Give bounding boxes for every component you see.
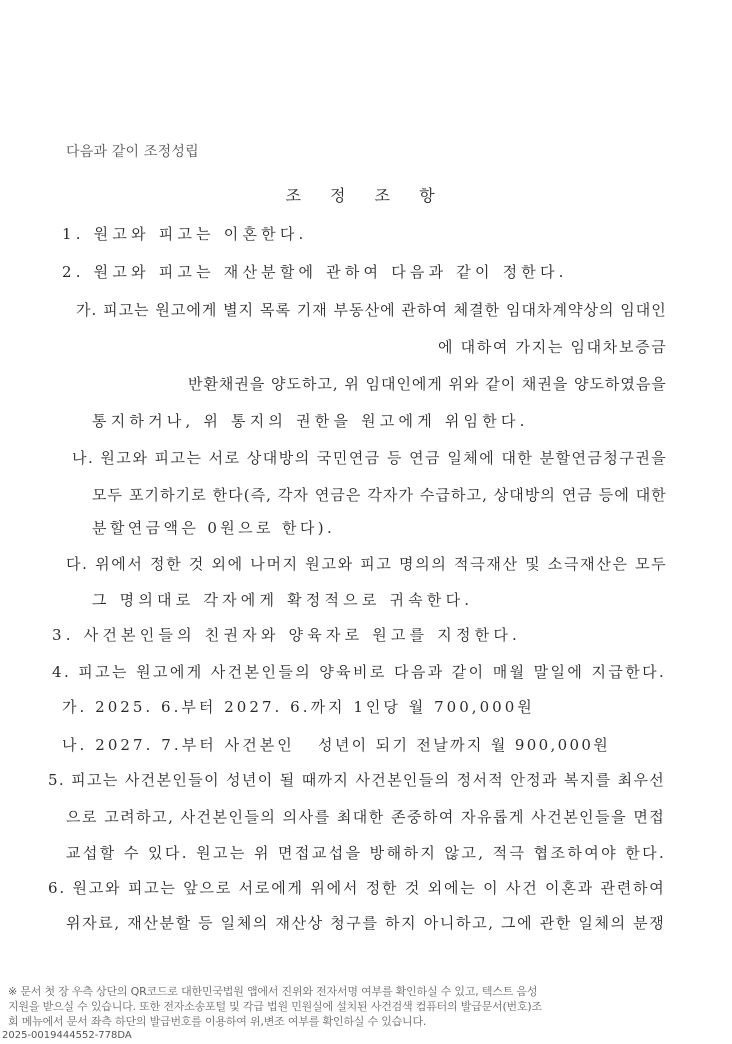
document-title: 조 정 조 항 — [285, 186, 447, 205]
clause-4-ga: 가. 2025. 6.부터 2027. 6.까지 1인당 월 700,000원 — [62, 698, 535, 716]
clause-2: 2. 원고와 피고는 재산분할에 관하여 다음과 같이 정한다. — [62, 263, 568, 281]
clause-2-da-line2: 그 명의대로 각자에게 확정적으로 귀속한다. — [92, 591, 474, 609]
clause-2-ga-line1: 가. 피고는 원고에게 별지 목록 기재 부동산에 관하여 체결한 임대차계약상의 임대인 — [76, 301, 667, 319]
clause-2-ga-line4: 통지하거나, 위 통지의 권한을 원고에게 위임한다. — [92, 412, 529, 430]
clause-2-ga-line2: 에 대하여 가지는 임대차보증금 — [438, 338, 668, 356]
footer-notice-line3: 회 메뉴에서 문서 좌측 하단의 발급번호를 이용하여 위,변조 여부를 확인하실 수 있습니다. — [8, 1015, 427, 1028]
clause-2-na-line2: 모두 포기하기로 한다(즉, 각자 연금은 각자가 수급하고, 상대방의 연금 등에 대한 — [92, 486, 667, 504]
clause-4-na-part1: 나. 2027. 7.부터 사건본인 — [62, 736, 295, 754]
clause-4: 4. 피고는 원고에게 사건본인들의 양육비로 다음과 같이 매월 말일에 지급한다. — [52, 663, 667, 681]
clause-4-na-part2: 성년이 되기 전날까지 월 900,000원 — [318, 736, 611, 754]
footer-notice-line1: ※ 문서 첫 장 우측 상단의 QR코드로 대한민국법원 앱에서 진위와 전자서명 여부를 확인하실 수 있고, 텍스트 음성 — [8, 985, 538, 998]
footer-notice-line2: 지원을 받으실 수 있습니다. 또한 전자소송포털 및 각급 법원 민원실에 설치된 사건검색 컴퓨터의 발급문서(번호)조 — [8, 1000, 542, 1013]
clause-2-ga-line3: 반환채권을 양도하고, 위 임대인에게 위와 같이 채권을 양도하였음을 — [188, 375, 667, 393]
intro-text: 다음과 같이 조정성립 — [66, 144, 199, 160]
clause-3: 3. 사건본인들의 친권자와 양육자로 원고를 지정한다. — [52, 626, 522, 644]
clause-6-line1: 6. 원고와 피고는 앞으로 서로에게 위에서 정한 것 외에는 이 사건 이혼과 관련하여 — [48, 879, 666, 897]
clause-2-na-line3: 분할연금액은 0원으로 한다). — [92, 519, 336, 537]
clause-5-line2: 으로 고려하고, 사건본인들의 의사를 최대한 존중하여 자유롭게 사건본인들을 면접 — [66, 808, 666, 826]
clause-1: 1. 원고와 피고는 이혼한다. — [62, 225, 308, 243]
issuance-number: 2025-0019444552-778DA — [2, 1030, 132, 1041]
clause-6-line2: 위자료, 재산분할 등 일체의 재산상 청구를 하지 아니하고, 그에 관한 일체의 분쟁 — [66, 914, 666, 932]
clause-2-na-line1: 나. 원고와 피고는 서로 상대방의 국민연금 등 연금 일체에 대한 분할연금청구권을 — [72, 449, 668, 467]
clause-2-da-line1: 다. 위에서 정한 것 외에 나머지 원고와 피고 명의의 적극재산 및 소극재산은 모두 — [66, 555, 668, 573]
clause-5-line3: 교섭할 수 있다. 원고는 위 면접교섭을 방해하지 않고, 적극 협조하여야 한다. — [66, 844, 667, 862]
clause-5-line1: 5. 피고는 사건본인들이 성년이 될 때까지 사건본인들의 정서적 안정과 복지를 최우선 — [48, 771, 666, 789]
